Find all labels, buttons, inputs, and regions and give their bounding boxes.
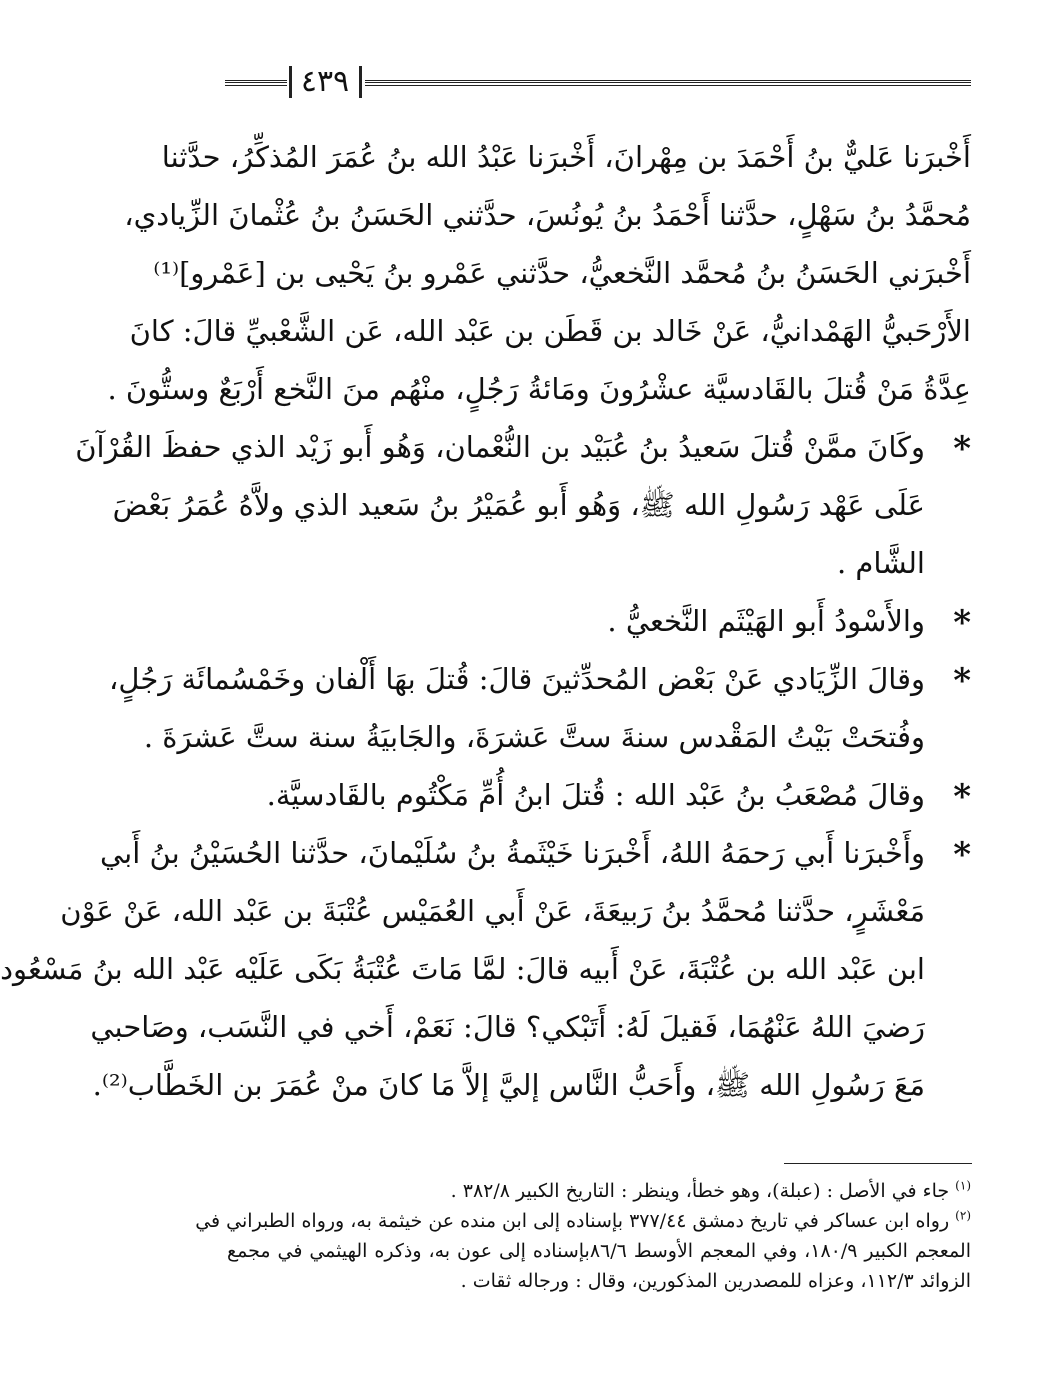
footnote-separator bbox=[784, 1163, 972, 1164]
text-line bbox=[112, 476, 971, 534]
asterisk-icon: * bbox=[953, 603, 971, 643]
bullet-paragraph bbox=[109, 650, 971, 766]
bullet-paragraph bbox=[75, 418, 971, 592]
text-line bbox=[107, 360, 971, 418]
footnote-line bbox=[227, 1266, 971, 1296]
header-rule-right bbox=[365, 80, 971, 86]
text-line-content: ابن عَبْد الله بن عُتْبَةَ، عَنْ أَبيه قالَ: لمَّا مَاتَ عُتْبَةُ بَكَى عَلَيْه عَبْد الله بنُ مَسْعُود bbox=[0, 952, 925, 986]
text-line bbox=[100, 824, 971, 882]
bullet-paragraph bbox=[0, 824, 971, 1114]
text-line bbox=[227, 592, 971, 650]
footnote-text: المعجم الكبير ١٨٠/٩، وفي المعجم الأوسط ٨٦/٦بإسناده إلى عون به، وذكره الهيثمي في مجمع bbox=[227, 1240, 972, 1262]
header-rule-left bbox=[225, 80, 287, 86]
asterisk-icon: * bbox=[953, 777, 971, 817]
text-line-content: أَخْبرَنا عَليٌّ بنُ أَحْمَدَ بن مِهْرانَ، أَخْبرَنا عَبْدُ الله بنُ عُمَرَ المُذكِّرُ، حدَّثنا bbox=[161, 140, 971, 174]
footnote-marker: (٢) bbox=[955, 1208, 971, 1223]
text-line bbox=[227, 534, 971, 592]
text-line-content: مَعْشَرٍ، حدَّثنا مُحمَّدُ بنُ رَبيعَةَ، عَنْ أَبي العُمَيْس عُتْبَةَ بن عَبْد الله، عَنْ عَوْن bbox=[60, 894, 925, 928]
text-line bbox=[227, 766, 971, 824]
footnote-text: جاء في الأصل : (عبلة)، وهو خطأ، وينظر : التاريخ الكبير ٣٨٢/٨ . bbox=[450, 1180, 950, 1202]
footnotes bbox=[195, 1176, 972, 1296]
footnote-line bbox=[227, 1236, 971, 1266]
text-line-content: وكَانَ ممَّنْ قُتلَ سَعيدُ بنُ عُبَيْد بن النُّعْمان، وَهُو أَبو زَيْد الذي حفظَ القُرْآنَ bbox=[75, 430, 925, 464]
page-number: ٤٣٩ bbox=[300, 64, 350, 99]
text-line bbox=[129, 302, 971, 360]
text-line-content: أَخْبرَني الحَسَنُ بنُ مُحمَّد النَّخعيُّ، حدَّثني عَمْرو بنُ يَحْيى بن [عَمْرو]⁽¹⁾ bbox=[153, 256, 971, 290]
bullet-paragraph bbox=[227, 592, 971, 650]
text-line-content: والأَسْودُ أَبو الهَيْثَم النَّخعيُّ . bbox=[607, 604, 925, 638]
text-line-content: وقالَ الزِّيَادي عَنْ بَعْض المُحدِّثينَ قالَ: قُتلَ بهَا أَلْفان وخَمْسُمائَة رَجُلٍ، bbox=[109, 662, 925, 696]
text-line bbox=[60, 882, 971, 940]
text-line bbox=[124, 186, 971, 244]
text-line bbox=[92, 1056, 971, 1114]
text-line bbox=[0, 940, 971, 998]
text-line-content: رَضيَ اللهُ عَنْهُمَا، فَقيلَ لَهُ: أَتَبْكي؟ قالَ: نَعَمْ، أَخي في النَّسَب، وصَاحبي bbox=[90, 1010, 925, 1044]
text-line bbox=[161, 128, 971, 186]
text-line bbox=[109, 650, 971, 708]
footnote-text: رواه ابن عساكر في تاريخ دمشق ٣٧٧/٤٤ بإسناده إلى ابن منده عن خيثمة به، ورواه الطبراني في bbox=[195, 1210, 950, 1232]
text-line-content: عِدَّةُ مَنْ قُتلَ بالقَادسيَّة عشْرُونَ ومَائةُ رَجُلٍ، منْهُم منَ النَّخع أَرْبَعٌ وستُّونَ . bbox=[107, 372, 971, 406]
text-line bbox=[90, 998, 971, 1056]
paragraph bbox=[107, 128, 971, 418]
footnote-marker: (١) bbox=[955, 1178, 971, 1193]
bullet-paragraph bbox=[227, 766, 971, 824]
text-line-content: وأَخْبرَنا أَبي رَحمَهُ اللهُ، أَخْبرَنا خَيْثَمةُ بنُ سُلَيْمانَ، حدَّثنا الحُسَيْنُ بنُ أَبي bbox=[100, 836, 925, 870]
main-text bbox=[0, 128, 971, 1114]
footnote-line bbox=[227, 1176, 971, 1206]
asterisk-icon: * bbox=[953, 429, 971, 469]
footnote-text: الزوائد ١١٢/٣، وعزاه للمصدرين المذكورين، وقال : ورجاله ثقات . bbox=[460, 1270, 971, 1292]
page-header bbox=[225, 62, 971, 102]
text-line bbox=[153, 244, 971, 302]
text-line-content: عَلَى عَهْد رَسُولِ الله ﷺ، وَهُو أَبو عُمَيْرُ بنُ سَعيد الذي ولاَّهُ عُمَرُ بَعْضَ bbox=[112, 488, 925, 522]
text-line-content: مَعَ رَسُولِ الله ﷺ، وأَحَبُّ النَّاس إليَّ إلاَّ مَا كانَ منْ عُمَرَ بن الخَطَّاب⁽²⁾. bbox=[92, 1068, 925, 1102]
text-line-content: وفُتحَتْ بَيْتُ المَقْدس سنةَ ستَّ عَشرَةَ، والجَابيَةُ سنة ستَّ عَشرَةَ . bbox=[143, 720, 925, 754]
text-line-content: وقالَ مُصْعَبُ بنُ عَبْد الله : قُتلَ ابنُ أُمِّ مَكْتُوم بالقَادسيَّة. bbox=[266, 778, 925, 812]
text-line bbox=[75, 418, 971, 476]
text-line-content: الأَرْحَبيُّ الهَمْدانيُّ، عَنْ خَالد بن قَطَن بن عَبْد الله، عَن الشَّعْبيِّ قالَ: كانَ bbox=[129, 314, 971, 348]
text-line-content: الشَّام . bbox=[837, 546, 925, 580]
asterisk-icon: * bbox=[953, 661, 971, 701]
asterisk-icon: * bbox=[953, 835, 971, 875]
text-line-content: مُحمَّدُ بنُ سَهْلٍ، حدَّثنا أَحْمَدُ بنُ يُونُسَ، حدَّثني الحَسَنُ بنُ عُثْمانَ الزِّيادي، bbox=[124, 198, 971, 232]
header-divider-right bbox=[359, 66, 362, 98]
header-divider-left bbox=[289, 66, 292, 98]
footnote-line bbox=[195, 1206, 971, 1236]
text-line bbox=[143, 708, 971, 766]
